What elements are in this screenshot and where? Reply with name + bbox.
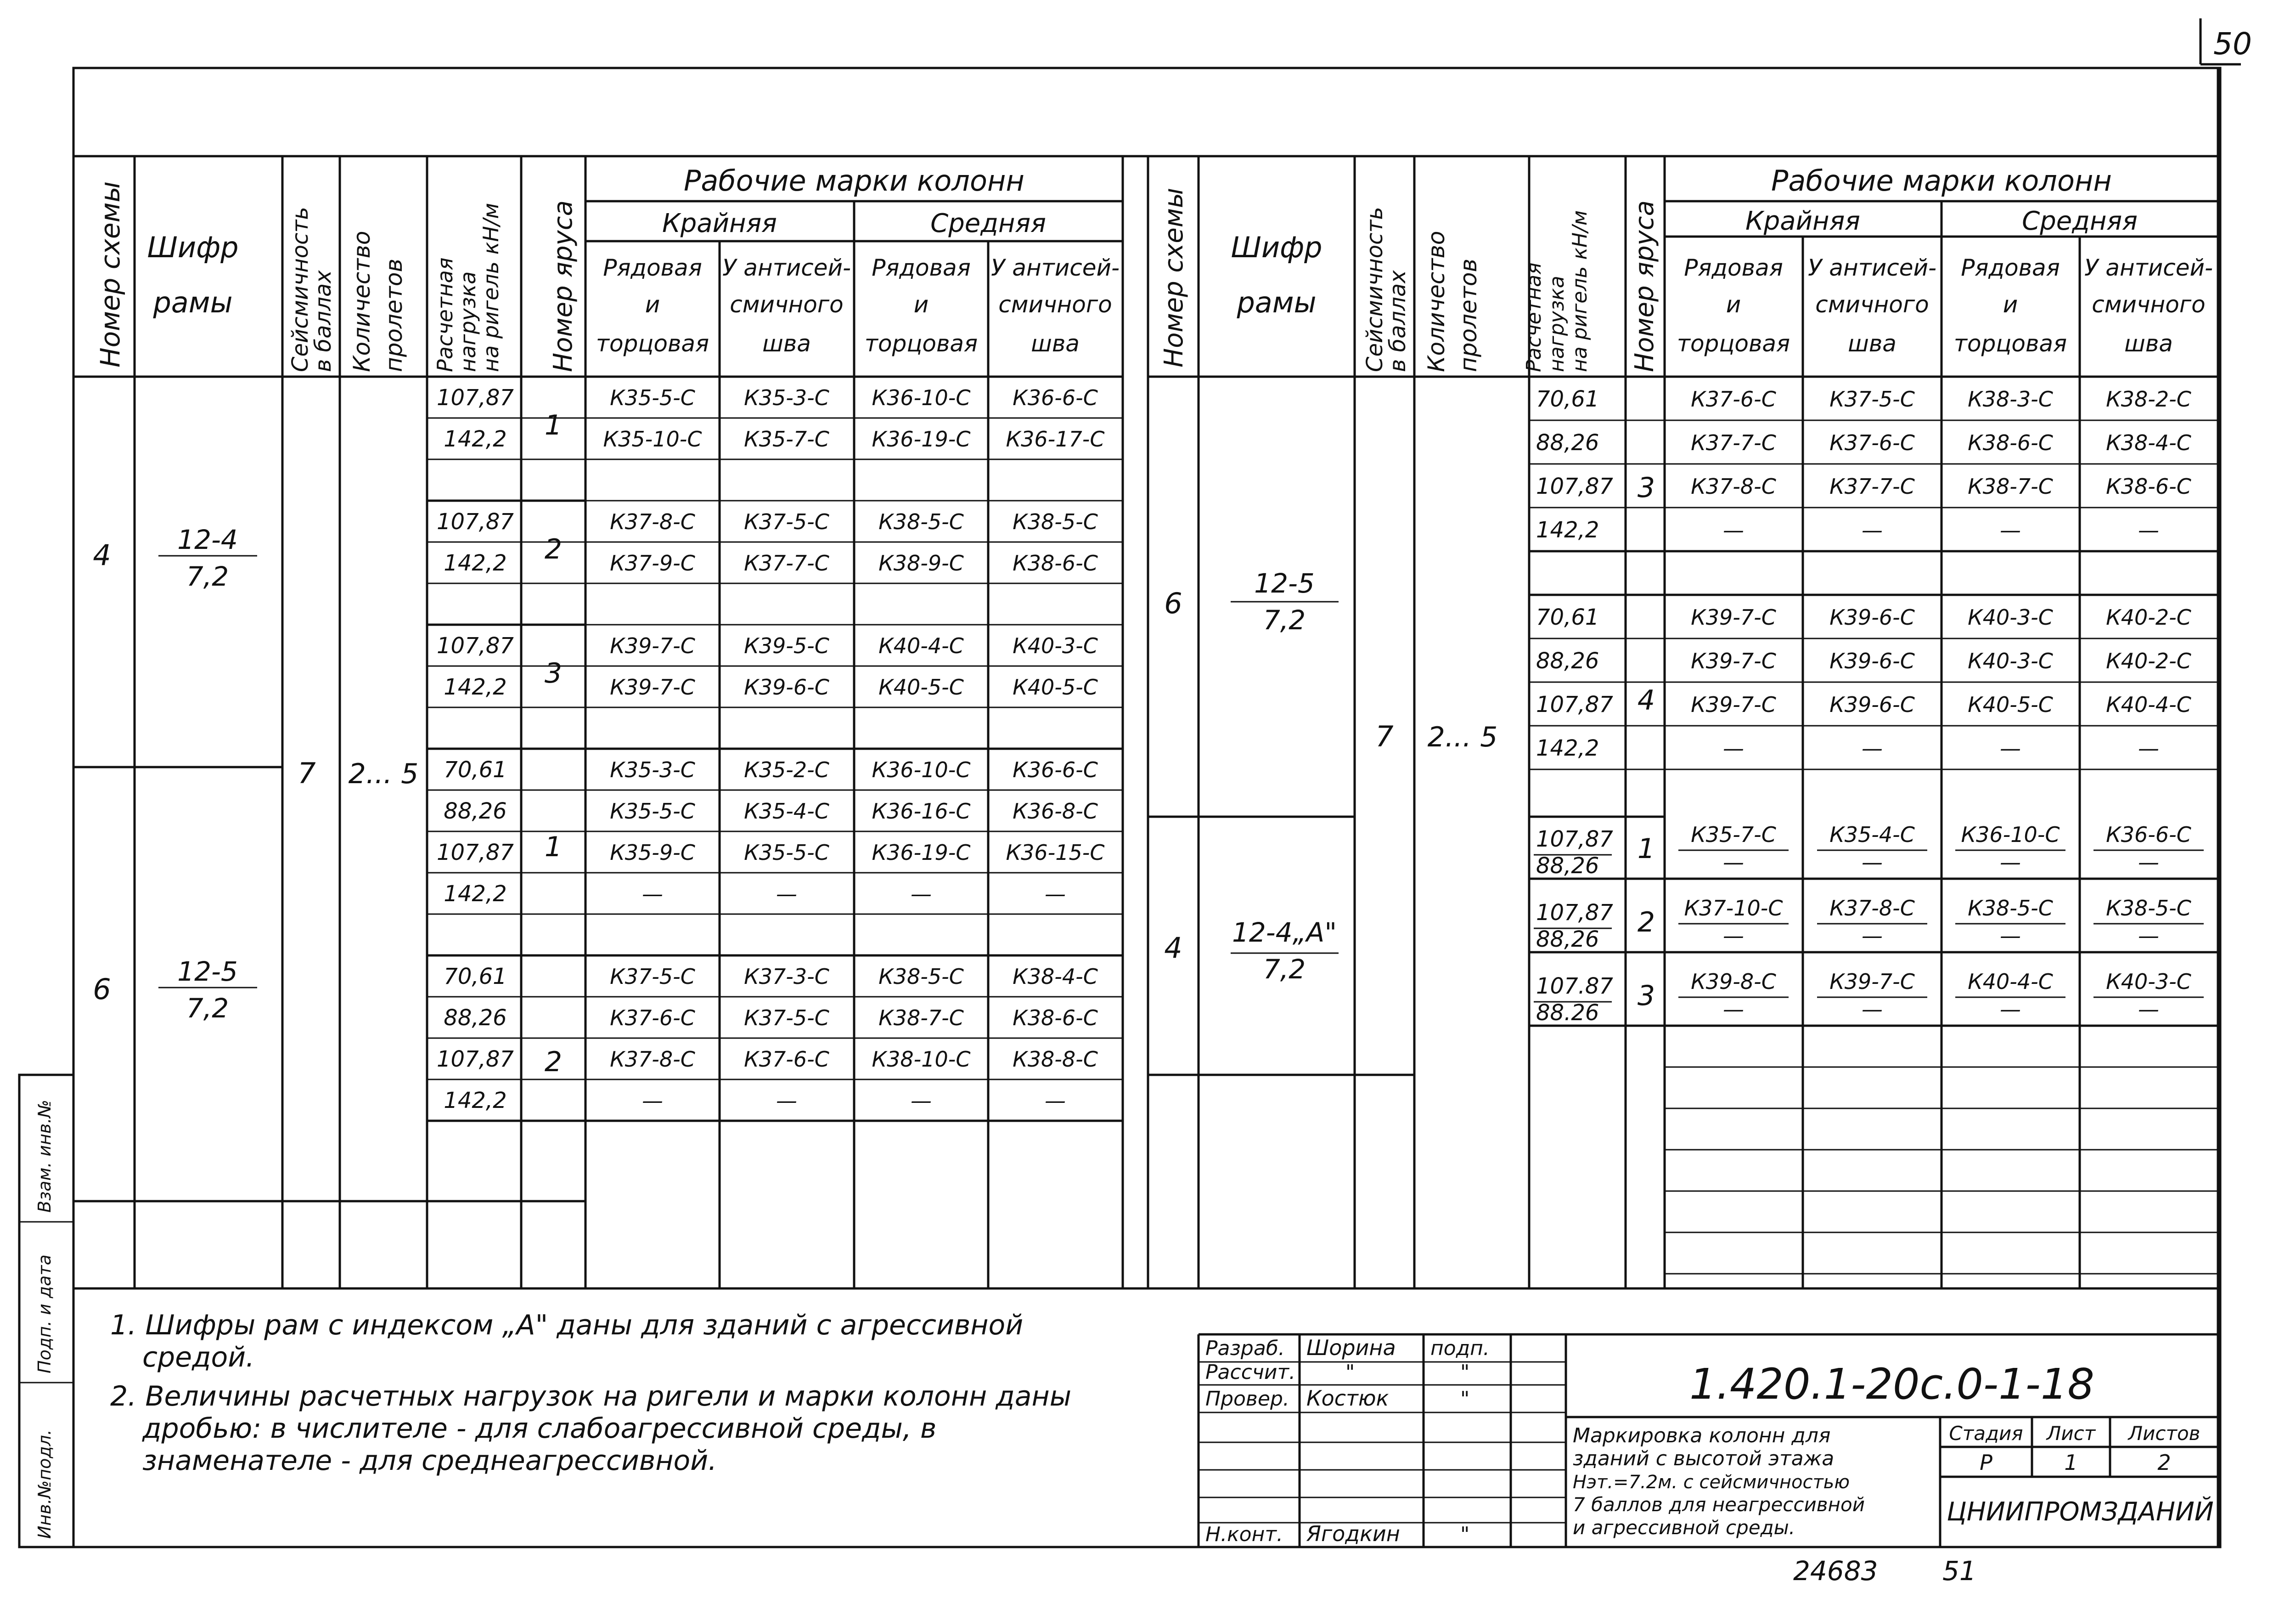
- subheader-row: и: [645, 291, 660, 318]
- column-mark-numerator: К36-6-С: [2106, 822, 2191, 847]
- column-mark: —: [776, 1088, 797, 1113]
- sheet-value: 1: [2064, 1450, 2078, 1475]
- subheader-row: торцовая: [1677, 330, 1790, 357]
- title-block: [1199, 1334, 2220, 1547]
- tier-number: 1: [544, 409, 563, 441]
- load-value: 88,26: [444, 1005, 507, 1031]
- column-mark: К40-5-С: [878, 675, 964, 700]
- hdr-middle: Средняя: [930, 209, 1046, 238]
- column-mark: —: [1723, 518, 1744, 542]
- title-line: Нэт.=7.2м. с сейсмичностью: [1573, 1472, 1850, 1493]
- column-mark-numerator: К40-3-С: [2106, 969, 2191, 994]
- column-mark: К38-4-С: [1013, 964, 1098, 989]
- load-value: 107,87: [1536, 474, 1613, 499]
- column-mark-numerator: К36-10-С: [1961, 822, 2060, 847]
- load-value: 88,26: [1536, 648, 1599, 674]
- load-value: 142,2: [1536, 517, 1599, 543]
- column-mark: К40-2-С: [2106, 605, 2191, 630]
- right-scheme-1: 6: [1164, 587, 1182, 620]
- hdr-spans: Количество: [349, 231, 375, 372]
- load-value: 70,61: [444, 964, 507, 989]
- subheader-row: Рядовая: [603, 254, 702, 281]
- side-label-replace: Взам. инв.№: [34, 1100, 55, 1213]
- column-mark: К39-5-С: [744, 633, 829, 658]
- load-value: 142,2: [1536, 735, 1599, 761]
- column-mark: К38-6-С: [2106, 474, 2191, 499]
- side-approval-strip: [19, 1075, 73, 1547]
- load-value: 142,2: [444, 550, 507, 576]
- column-mark: К36-10-С: [872, 757, 971, 782]
- column-mark: К39-7-С: [1691, 649, 1776, 673]
- right-scheme-2: 4: [1164, 931, 1182, 965]
- column-mark-denominator: —: [1862, 997, 1883, 1022]
- load-numerator: 107,87: [1536, 900, 1613, 926]
- column-mark: —: [2138, 736, 2159, 761]
- column-mark: К39-6-С: [1829, 692, 1915, 717]
- column-mark: К36-19-С: [872, 840, 971, 865]
- hdr-load-3: на ригель кН/м: [478, 203, 503, 372]
- column-mark: К38-5-С: [1013, 509, 1098, 534]
- column-mark: К40-5-С: [1968, 692, 2053, 717]
- column-mark: —: [1862, 736, 1883, 761]
- column-mark: К40-5-С: [1013, 675, 1098, 700]
- load-denominator: 88,26: [1536, 853, 1599, 879]
- column-mark: К35-2-С: [744, 757, 829, 782]
- column-mark: К36-15-С: [1006, 840, 1105, 865]
- r-hdr-spans-2: пролетов: [1455, 259, 1482, 372]
- stamp-sign-calc: ": [1460, 1361, 1470, 1384]
- column-mark-numerator: К35-4-С: [1829, 822, 1915, 847]
- column-mark: —: [2138, 518, 2159, 542]
- column-mark: К35-7-С: [744, 427, 829, 452]
- column-mark-numerator: К37-8-С: [1829, 896, 1915, 921]
- left-cipher-1-num: 12-4: [177, 524, 238, 555]
- load-value: 107,87: [437, 1046, 514, 1072]
- column-mark: К38-5-С: [878, 964, 964, 989]
- left-marks-table: [73, 156, 1123, 1288]
- column-mark: К35-5-С: [744, 840, 829, 865]
- column-mark-denominator: —: [2138, 923, 2159, 948]
- hdr-spans-2: пролетов: [381, 259, 407, 372]
- tier-number: 4: [1637, 684, 1655, 717]
- hdr-seismic: Сейсмичность: [287, 207, 313, 372]
- r-hdr-middle: Средняя: [2022, 206, 2138, 236]
- inventory-number: 24683: [1793, 1555, 1878, 1587]
- column-mark: К37-8-С: [610, 1047, 695, 1072]
- right-cipher-1-num: 12-5: [1254, 568, 1315, 599]
- load-value: 142,2: [444, 674, 507, 700]
- load-denominator: 88,26: [1536, 926, 1599, 952]
- column-mark: К40-3-С: [1968, 605, 2053, 630]
- column-mark-denominator: —: [1723, 923, 1744, 948]
- stage-label: Стадия: [1949, 1422, 2023, 1445]
- subheader-row: торцовая: [864, 330, 978, 357]
- load-value: 142,2: [444, 881, 507, 907]
- subheader-anti: шва: [762, 330, 811, 357]
- stamp-name-checker: Костюк: [1306, 1386, 1389, 1411]
- column-mark: К40-3-С: [1013, 633, 1098, 658]
- load-value: 107,87: [437, 509, 514, 535]
- tier-number: 3: [1637, 472, 1655, 504]
- tier-number: 2: [544, 1046, 563, 1078]
- r-hdr-load-3: на ригель кН/м: [1568, 210, 1592, 372]
- load-value: 142,2: [444, 1088, 507, 1113]
- r-hdr-cipher: Шифр: [1231, 231, 1322, 264]
- hdr-frame: рамы: [153, 286, 233, 319]
- column-mark-numerator: К39-8-С: [1691, 969, 1776, 994]
- column-mark: К37-7-С: [1829, 474, 1915, 499]
- right-cipher-1-den: 7,2: [1263, 604, 1306, 636]
- hdr-tier: Номер яруса: [548, 200, 578, 372]
- stamp-role-calc: Рассчит.: [1205, 1361, 1296, 1384]
- column-mark: —: [1045, 881, 1066, 906]
- note-line: 2. Величины расчетных нагрузок на ригели и марки колонн даны: [110, 1380, 1072, 1412]
- column-mark: К35-9-С: [610, 840, 695, 865]
- column-mark: —: [2000, 518, 2021, 542]
- hdr-scheme-no: Номер схемы: [95, 181, 126, 367]
- column-mark: К39-7-С: [610, 633, 695, 658]
- stamp-sign-label: подп.: [1430, 1337, 1490, 1360]
- side-label-inv: Инв.№подл.: [34, 1429, 55, 1539]
- r-hdr-tier: Номер яруса: [1630, 200, 1660, 372]
- hdr-load-1: Расчетная: [433, 257, 457, 372]
- r-hdr-scheme-no: Номер схемы: [1159, 187, 1189, 367]
- left-seismic-value: 7: [298, 757, 316, 790]
- column-mark: К38-3-С: [1968, 387, 2053, 412]
- note-line: 1. Шифры рам с индексом „А" даны для зданий с агрессивной: [110, 1309, 1024, 1341]
- column-mark: К35-5-С: [610, 799, 695, 824]
- load-denominator: 88.26: [1536, 1000, 1599, 1026]
- column-mark: К39-6-С: [1829, 649, 1915, 673]
- column-mark: К39-7-С: [1691, 605, 1776, 630]
- load-value: 142,2: [444, 426, 507, 452]
- load-value: 70,61: [1536, 604, 1599, 630]
- column-mark-numerator: К40-4-С: [1968, 969, 2053, 994]
- column-mark: К36-6-С: [1013, 385, 1098, 410]
- stamp-role-norm: Н.конт.: [1205, 1523, 1283, 1546]
- right-marks-table: [1148, 156, 2218, 1288]
- subheader-row: торцовая: [596, 330, 709, 357]
- column-mark-denominator: —: [2138, 997, 2159, 1022]
- column-mark-denominator: —: [2138, 850, 2159, 875]
- right-cipher-2-num: 12-4„А": [1232, 917, 1337, 948]
- stamp-name-calc: ": [1345, 1361, 1355, 1384]
- column-mark: К39-6-С: [1829, 605, 1915, 630]
- r-hdr-load-1: Расчетная: [1522, 262, 1546, 372]
- sheets-label: Листов: [2128, 1422, 2200, 1445]
- subheader-row: и: [2003, 291, 2018, 318]
- right-spans-value: 2... 5: [1427, 721, 1498, 753]
- r-hdr-frame: рамы: [1237, 286, 1317, 319]
- column-mark: К37-3-С: [744, 964, 829, 989]
- hdr-cipher: Шифр: [147, 231, 239, 264]
- page-number: 50: [2213, 26, 2252, 62]
- column-mark: К35-4-С: [744, 799, 829, 824]
- column-mark: К37-6-С: [1829, 430, 1915, 455]
- tier-number: 3: [1637, 980, 1655, 1012]
- column-mark: К36-8-С: [1013, 799, 1098, 824]
- side-label-sign-date: Подп. и дата: [34, 1254, 55, 1373]
- column-mark-denominator: —: [1723, 850, 1744, 875]
- column-mark: К37-5-С: [744, 509, 829, 534]
- column-mark: К36-17-С: [1006, 427, 1105, 452]
- title-line: и агрессивной среды.: [1573, 1516, 1795, 1539]
- subheader-anti: смичного: [730, 291, 844, 318]
- column-mark: К38-7-С: [1968, 474, 2053, 499]
- format-number: 51: [1942, 1555, 1976, 1587]
- right-seismic-value: 7: [1375, 720, 1394, 753]
- subheader-row: и: [1726, 291, 1741, 318]
- column-mark-numerator: К37-10-С: [1684, 896, 1783, 921]
- column-mark: К37-5-С: [1829, 387, 1915, 412]
- hdr-work-marks: Рабочие марки колонн: [684, 164, 1024, 198]
- right-cipher-2-den: 7,2: [1263, 954, 1306, 985]
- tier-number: 1: [544, 831, 563, 863]
- note-line: дробью: в числителе - для слабоагрессивной среды, в: [142, 1412, 937, 1445]
- column-mark: К40-3-С: [1968, 649, 2053, 673]
- left-cipher-2-num: 12-5: [177, 956, 238, 987]
- column-mark: —: [911, 1088, 932, 1113]
- r-hdr-work-marks: Рабочие марки колонн: [1771, 164, 2112, 198]
- stage-value: Р: [1980, 1450, 1992, 1475]
- organization: ЦНИИПРОМЗДАНИЙ: [1947, 1497, 2214, 1527]
- hdr-seismic-2: в баллах: [310, 270, 336, 372]
- subheader-anti: шва: [1031, 330, 1080, 357]
- left-scheme-1: 4: [93, 538, 111, 572]
- r-hdr-seismic-2: в баллах: [1385, 270, 1411, 372]
- column-mark: К36-10-С: [872, 385, 971, 410]
- column-mark: —: [2000, 736, 2021, 761]
- load-value: 107,87: [437, 385, 514, 411]
- column-mark: К40-2-С: [2106, 649, 2191, 673]
- note-line: знаменателе - для среднеагрессивной.: [142, 1445, 717, 1477]
- hdr-load-2: нагрузка: [456, 271, 480, 372]
- column-mark: —: [1045, 1088, 1066, 1113]
- sheet-label: Лист: [2046, 1422, 2096, 1445]
- column-mark: К35-3-С: [744, 385, 829, 410]
- column-mark: К37-5-С: [744, 1005, 829, 1030]
- column-mark: К38-9-С: [878, 551, 964, 576]
- column-mark: К37-6-С: [1691, 387, 1776, 412]
- column-mark: К38-6-С: [1013, 551, 1098, 576]
- load-numerator: 107.87: [1536, 973, 1613, 999]
- subheader-row: Рядовая: [1961, 254, 2060, 281]
- column-mark-denominator: —: [2000, 850, 2021, 875]
- column-mark: К35-3-С: [610, 757, 695, 782]
- stamp-name-norm: Ягодкин: [1306, 1521, 1400, 1546]
- r-hdr-spans: Количество: [1423, 231, 1450, 372]
- stamp-role-checker: Провер.: [1205, 1387, 1289, 1411]
- load-numerator: 107,87: [1536, 826, 1613, 852]
- title-line: 7 баллов для неагрессивной: [1573, 1493, 1865, 1516]
- title-line: Маркировка колонн для: [1573, 1424, 1831, 1447]
- subheader-anti: У антисей-: [2084, 254, 2213, 281]
- load-value: 70,61: [1536, 386, 1599, 412]
- left-cipher-1-den: 7,2: [186, 561, 229, 592]
- subheader-row: и: [913, 291, 929, 318]
- column-mark: —: [1723, 736, 1744, 761]
- column-mark-denominator: —: [1723, 997, 1744, 1022]
- column-mark: К39-7-С: [610, 675, 695, 700]
- column-mark: К38-5-С: [878, 509, 964, 534]
- subheader-anti: шва: [2124, 330, 2173, 357]
- subheader-anti: У антисей-: [722, 254, 851, 281]
- column-mark: К38-6-С: [1968, 430, 2053, 455]
- subheader-anti: смичного: [2092, 291, 2206, 318]
- load-value: 88,26: [444, 798, 507, 824]
- sheets-value: 2: [2157, 1450, 2171, 1475]
- column-mark: К37-7-С: [1691, 430, 1776, 455]
- column-mark-denominator: —: [1862, 923, 1883, 948]
- column-mark: К36-19-С: [872, 427, 971, 452]
- column-mark: К35-10-С: [603, 427, 702, 452]
- column-mark-numerator: К38-5-С: [1968, 896, 2053, 921]
- column-mark: К40-4-С: [878, 633, 964, 658]
- stamp-sign-checker: ": [1460, 1387, 1470, 1411]
- r-hdr-load-2: нагрузка: [1545, 276, 1569, 372]
- load-value: 88,26: [1536, 430, 1599, 456]
- subheader-anti: смичного: [1815, 291, 1929, 318]
- column-mark: К40-4-С: [2106, 692, 2191, 717]
- subheader-row: торцовая: [1953, 330, 2067, 357]
- column-mark-numerator: К35-7-С: [1691, 822, 1776, 847]
- stamp-role-developer: Разраб.: [1205, 1337, 1285, 1360]
- r-hdr-seismic: Сейсмичность: [1362, 207, 1388, 372]
- load-value: 107,87: [437, 840, 514, 865]
- column-mark: К37-8-С: [1691, 474, 1776, 499]
- column-mark: К38-8-С: [1013, 1047, 1098, 1072]
- load-value: 107,87: [437, 633, 514, 659]
- subheader-anti: шва: [1848, 330, 1896, 357]
- column-mark: К39-6-С: [744, 675, 829, 700]
- column-mark: К38-4-С: [2106, 430, 2191, 455]
- stamp-sign-norm: ": [1460, 1523, 1470, 1546]
- column-mark: К36-6-С: [1013, 757, 1098, 782]
- tier-number: 1: [1637, 833, 1655, 865]
- column-mark: К39-7-С: [1691, 692, 1776, 717]
- column-mark-denominator: —: [2000, 923, 2021, 948]
- notes-block: [110, 1309, 1071, 1477]
- column-mark: К37-6-С: [744, 1047, 829, 1072]
- subheader-row: Рядовая: [1684, 254, 1783, 281]
- column-mark: К36-16-С: [872, 799, 971, 824]
- column-mark: К35-5-С: [610, 385, 695, 410]
- column-mark: К38-7-С: [878, 1005, 964, 1030]
- column-mark-denominator: —: [2000, 997, 2021, 1022]
- subheader-anti: У антисей-: [1807, 254, 1937, 281]
- left-scheme-2: 6: [93, 972, 111, 1006]
- load-value: 70,61: [444, 757, 507, 783]
- column-mark: —: [776, 881, 797, 906]
- tier-number: 3: [544, 657, 563, 689]
- column-mark: К37-6-С: [610, 1005, 695, 1030]
- column-mark: —: [911, 881, 932, 906]
- title-line: зданий с высотой этажа: [1573, 1447, 1835, 1470]
- column-mark: К37-9-С: [610, 551, 695, 576]
- column-mark: —: [642, 881, 663, 906]
- column-mark-numerator: К39-7-С: [1829, 969, 1915, 994]
- column-mark: К37-7-С: [744, 551, 829, 576]
- column-mark: К37-8-С: [610, 509, 695, 534]
- column-mark-numerator: К38-5-С: [2106, 896, 2191, 921]
- subheader-anti: У антисей-: [990, 254, 1120, 281]
- r-hdr-outer: Крайняя: [1745, 206, 1861, 236]
- left-spans-value: 2... 5: [348, 758, 419, 790]
- document-code: 1.420.1-20с.0-1-18: [1689, 1360, 2094, 1409]
- left-cipher-2-den: 7,2: [186, 993, 229, 1024]
- note-line: средой.: [142, 1341, 255, 1373]
- column-mark: —: [1862, 518, 1883, 542]
- tier-number: 2: [1637, 906, 1655, 938]
- subheader-row: Рядовая: [872, 254, 971, 281]
- subheader-anti: смичного: [998, 291, 1112, 318]
- column-mark: К38-10-С: [872, 1047, 971, 1072]
- column-mark: К38-6-С: [1013, 1005, 1098, 1030]
- load-value: 107,87: [1536, 692, 1613, 717]
- column-mark: —: [642, 1088, 663, 1113]
- hdr-outer: Крайняя: [662, 209, 777, 238]
- column-mark: К38-2-С: [2106, 387, 2191, 412]
- column-mark: К37-5-С: [610, 964, 695, 989]
- column-mark-denominator: —: [1862, 850, 1883, 875]
- tier-number: 2: [544, 533, 563, 565]
- stamp-name-developer: Шорина: [1306, 1335, 1396, 1360]
